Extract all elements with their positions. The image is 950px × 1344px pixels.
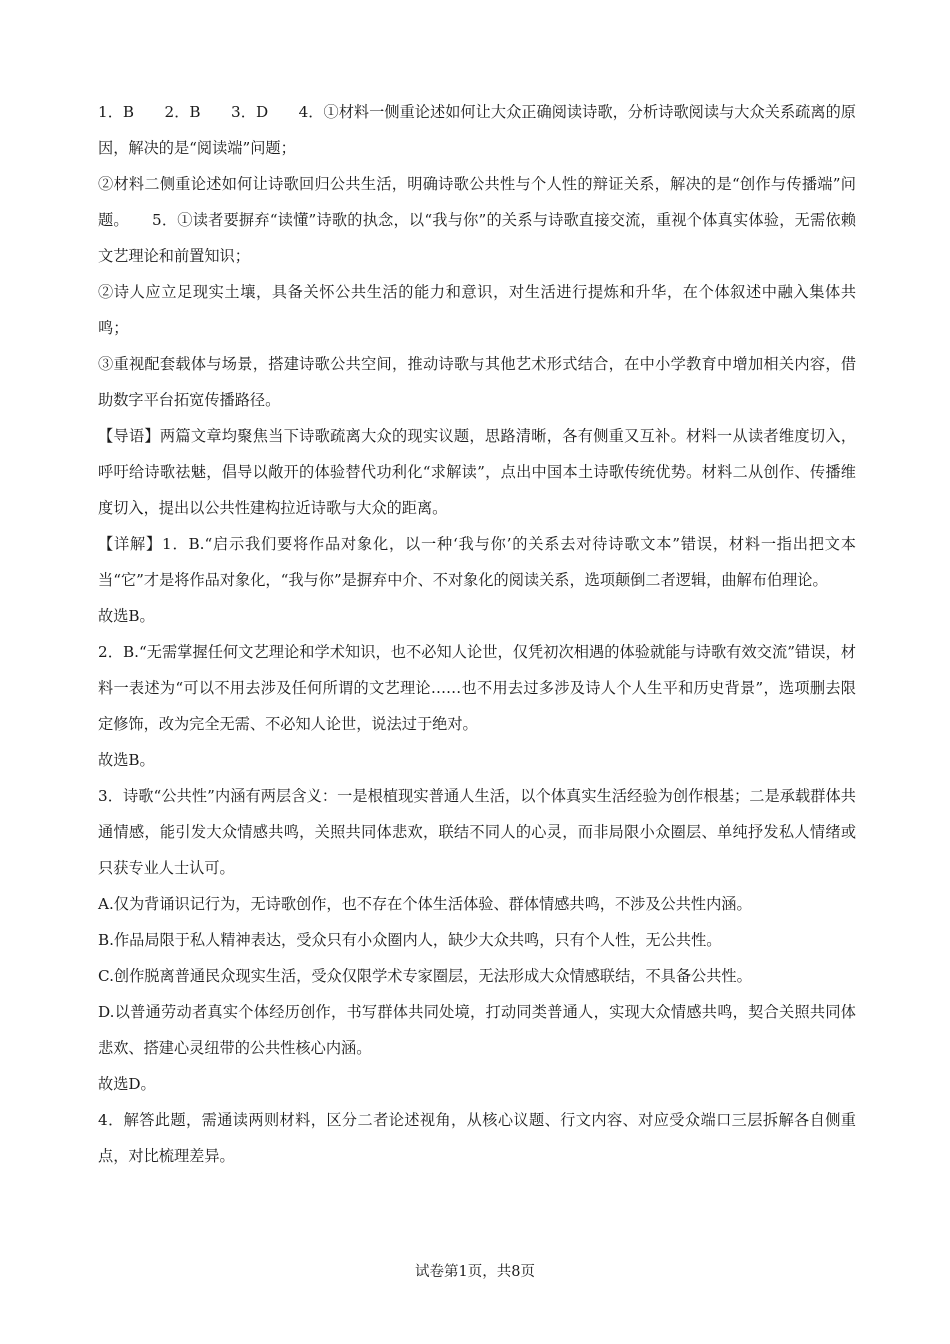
answer-para-4: ③重视配套载体与场景，搭建诗歌公共空间，推动诗歌与其他艺术形式结合，在中小学教育中增加相关内容，借助数字平台拓宽传播路径。: [98, 355, 856, 409]
page-footer: 试卷第1页，共8页: [415, 1264, 535, 1280]
option-c: C.创作脱离普通民众现实生活，受众仅限学术专家圈层，无法形成大众情感联结，不具备公共性。: [98, 967, 752, 985]
detail-q1: 【详解】1．B.“启示我们要将作品对象化，以一种‘我与你’的关系去对待诗歌文本”错误，材料一指出把文本当“它”才是将作品对象化，“我与你”是摒弃中介、不对象化的阅读关系，选项颠倒二者逻辑，曲解布伯理论。: [98, 535, 856, 589]
answer-para-3: ②诗人应立足现实土壤，具备关怀公共生活的能力和意识，对生活进行提炼和升华，在个体叙述中融入集体共鸣；: [98, 283, 856, 337]
answer-para-2: ②材料二侧重论述如何让诗歌回归公共生活，明确诗歌公共性与个人性的辩证关系，解决的是“创作与传播端”问题。 5．①读者要摒弃“读懂”诗歌的执念，以“我与你”的关系与诗歌直接交流，重视个体真实体验，无需依赖文艺理论和前置知识；: [98, 175, 856, 265]
option-d: D.以普通劳动者真实个体经历创作，书写群体共同处境，打动同类普通人，实现大众情感共鸣，契合关照共同体悲欢、搭建心灵纽带的公共性核心内涵。: [98, 1003, 856, 1057]
detail-q3: 3．诗歌“公共性”内涵有两层含义：一是根植现实普通人生活，以个体真实生活经验为创作根基；二是承载群体共通情感，能引发大众情感共鸣，关照共同体悲欢，联结不同人的心灵，而非局限小众圈层、单纯抒发私人情绪或只获专业人士认可。: [98, 787, 856, 877]
option-a: A.仅为背诵识记行为，无诗歌创作，也不存在个体生活体验、群体情感共鸣，不涉及公共性内涵。: [98, 895, 752, 913]
detail-q4: 4．解答此题，需通读两则材料，区分二者论述视角，从核心议题、行文内容、对应受众端口三层拆解各自侧重点，对比梳理差异。: [98, 1111, 856, 1165]
guide-paragraph: 【导语】两篇文章均聚焦当下诗歌疏离大众的现实议题，思路清晰，各有侧重又互补。材料一从读者维度切入，呼吁给诗歌祛魅，倡导以敞开的体验替代功利化“求解读”，点出中国本土诗歌传统优势。材料二从创作、传播维度切入，提出以公共性建构拉近诗歌与大众的距离。: [98, 427, 856, 517]
answer-content: [98, 94, 856, 1174]
conclusion-q1: 故选B。: [98, 607, 155, 625]
option-b: B.作品局限于私人精神表达，受众只有小众圈内人，缺少大众共鸣，只有个人性，无公共性。: [98, 931, 722, 949]
answer-para-1: 1．B 2．B 3．D 4．①材料一侧重论述如何让大众正确阅读诗歌，分析诗歌阅读与大众关系疏离的原因，解决的是“阅读端”问题；: [98, 103, 856, 157]
conclusion-q3: 故选D。: [98, 1075, 156, 1093]
detail-q2: 2．B.“无需掌握任何文艺理论和学术知识，也不必知人论世，仅凭初次相遇的体验就能与诗歌有效交流”错误，材料一表述为“可以不用去涉及任何所谓的文艺理论……也不用去过多涉及诗人个人生平和历史背景”，选项删去限定修饰，改为完全无需、不必知人论世，说法过于绝对。: [98, 643, 856, 733]
conclusion-q2: 故选B。: [98, 751, 155, 769]
